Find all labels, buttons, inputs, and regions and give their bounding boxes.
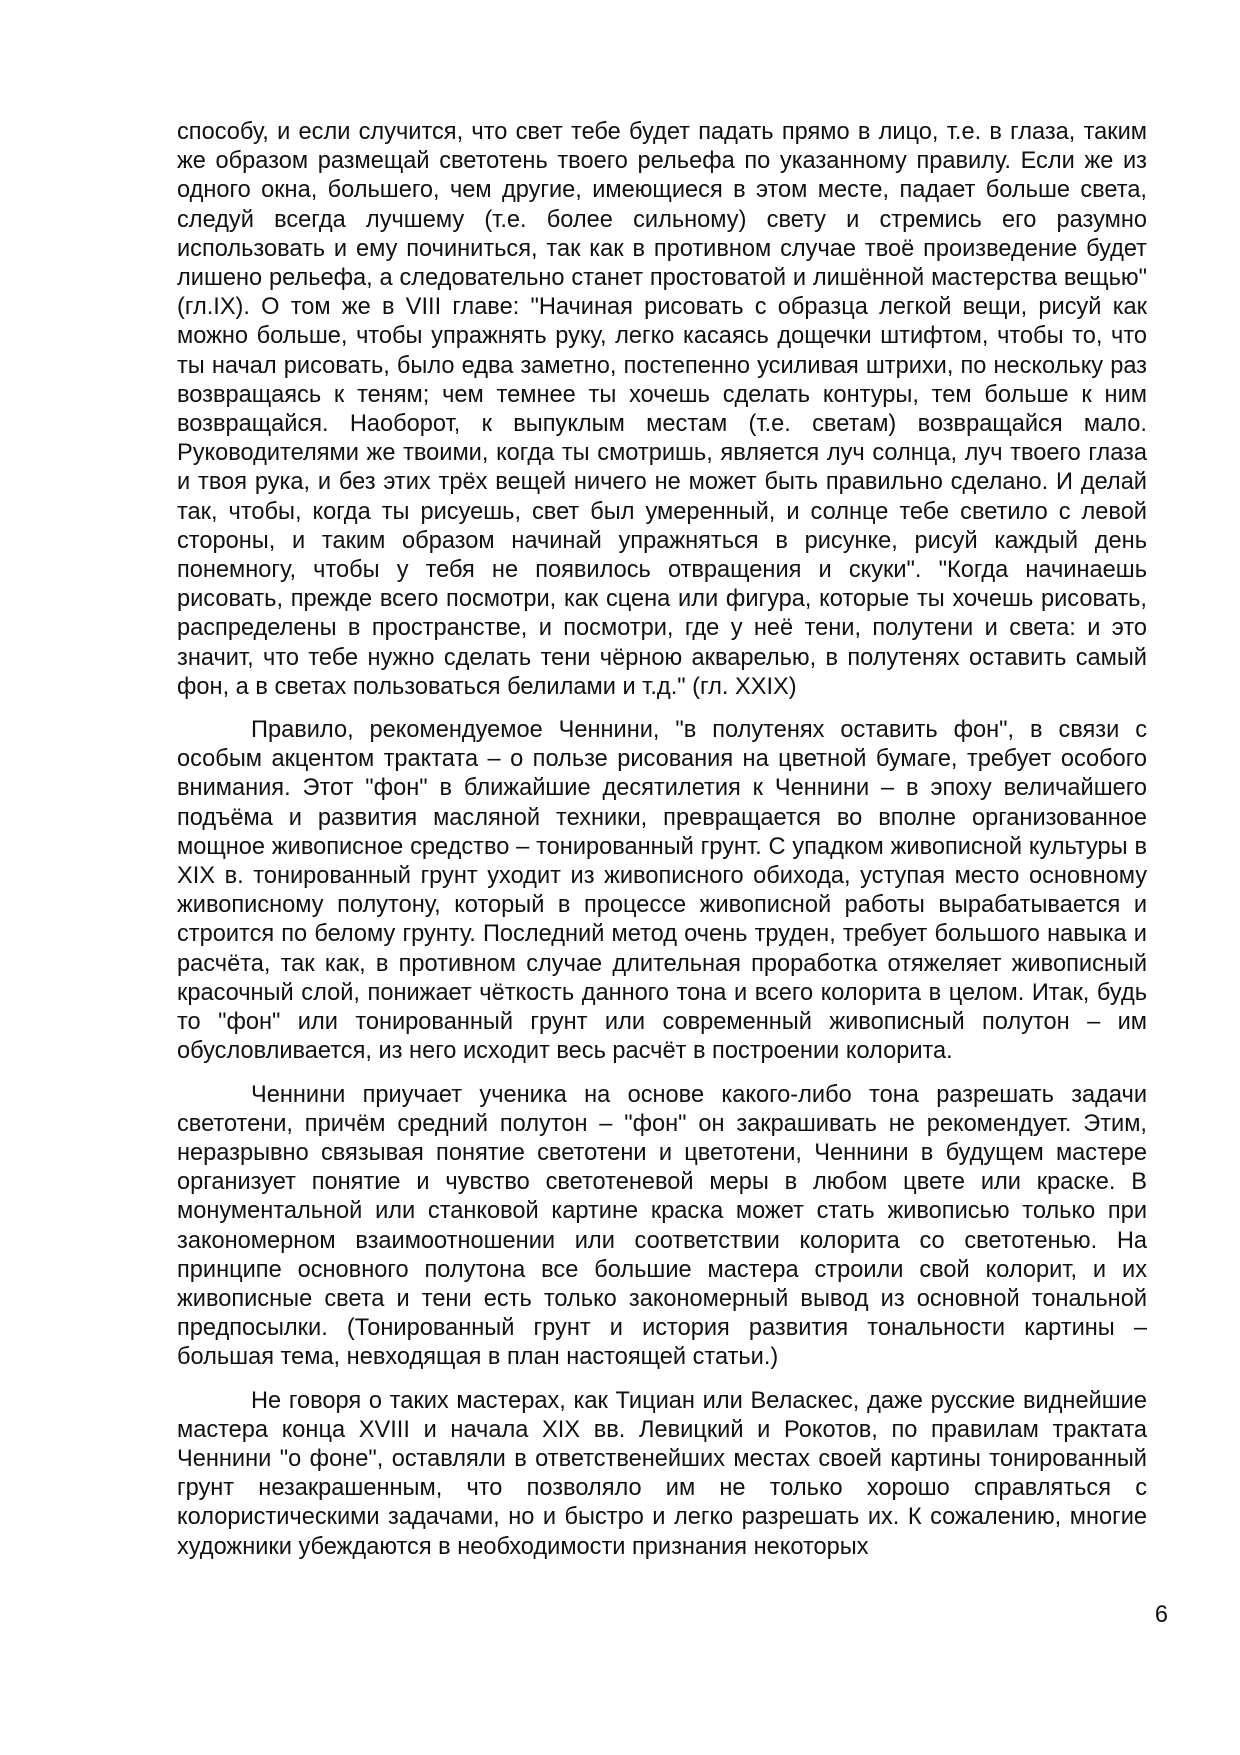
paragraph-russian-masters: Не говоря о таких мастерах, как Тициан или Веласкес, даже русские виднейшие мастера конца XVIII и начала XIX вв. Левицкий и Рокотов, по правилам трактата Ченнини "о фоне", оставляли в ответственейших местах своей картины тонированный грунт незакрашенным, что позволяло им не только хорошо справляться с колористическими задачами, но и быстро и легко разрешать их. К сожалению, многие художники убеждаются в необходимости признания некоторых xyxy=(177,1387,1147,1560)
body-text xyxy=(177,118,1147,1562)
page-number: 6 xyxy=(1154,1602,1168,1628)
paragraph-chiaroscuro: Ченнини приучает ученика на основе какого-либо тона разрешать задачи светотени, причём средний полутон – "фон" он закрашивать не рекомендует. Этим, неразрывно связывая понятие светотени и цветотени, Ченнини в будущем мастере организует понятие и чувство светотеневой меры в любом цвете или краске. В монументальной или станковой картине краска может стать живописью только при закономерном взаимоотношении или соответствии колорита со светотенью. На принципе основного полутона все большие мастера строили свой колорит, и их живописные света и тени есть только закономерный вывод из основной тональной предпосылки. (Тонированный грунт и история развития тональности картины – большая тема, невходящая в план настоящей статьи.) xyxy=(177,1081,1147,1371)
paragraph-fon-rule: Правило, рекомендуемое Ченнини, "в полутенях оставить фон", в связи с особым акцентом трактата – о пользе рисования на цветной бумаге, требует особого внимания. Этот "фон" в ближайшие десятилетия к Ченнини – в эпоху величайшего подъёма и развития масляной техники, превращается во вполне организованное мощное живописное средство – тонированный грунт. С упадком живописной культуры в XIX в. тонированный грунт уходит из живописного обихода, уступая место основному живописному полутону, который в процессе живописной работы вырабатывается и строится по белому грунту. Последний метод очень труден, требует большого навыка и расчёта, так как, в противном случае длительная проработка отяжеляет живописный красочный слой, понижает чёткость данного тона и всего колорита в целом. Итак, будь то "фон" или тонированный грунт или современный живописный полутон – им обусловливается, из него исходит весь расчёт в построении колорита. xyxy=(177,717,1147,1065)
paragraph-continuation: способу, и если случится, что свет тебе будет падать прямо в лицо, т.е. в глаза, таким же образом размещай светотень твоего рельефа по указанному правилу. Если же из одного окна, большего, чем другие, имеющиеся в этом месте, падает больше света, следуй всегда лучшему (т.е. более сильному) свету и стремись его разумно использовать и ему починиться, так как в противном случае твоё произведение будет лишено рельефа, а следовательно станет простоватой и лишённой мастерства вещью" (гл.IX). О том же в VIII главе: "Начиная рисовать с образца легкой вещи, рисуй как можно больше, чтобы упражнять руку, легко касаясь дощечки штифтом, чтобы то, что ты начал рисовать, было едва заметно, постепенно усиливая штрихи, по нескольку раз возвращаясь к теням; чем темнее ты хочешь сделать контуры, тем больше к ним возвращайся. Наоборот, к выпуклым местам (т.е. светам) возвращайся мало. Руководителями же твоими, когда ты смотришь, является луч солнца, луч твоего глаза и твоя рука, и без этих трёх вещей ничего не может быть правильно сделано. И делай так, чтобы, когда ты рисуешь, свет был умеренный, и солнце тебе светило с левой стороны, и таким образом начинай упражняться в рисунке, рисуй каждый день понемногу, чтобы у тебя не появилось отвращения и скуки". "Когда начинаешь рисовать, прежде всего посмотри, как сцена или фигура, которые ты хочешь рисовать, распределены в пространстве, и посмотри, где у неё тени, полутени и света: и это значит, что тебе нужно сделать тени чёрною акварелью, в полутенях оставить самый фон, а в светах пользоваться белилами и т.д." (гл. XXIX) xyxy=(177,119,1147,700)
